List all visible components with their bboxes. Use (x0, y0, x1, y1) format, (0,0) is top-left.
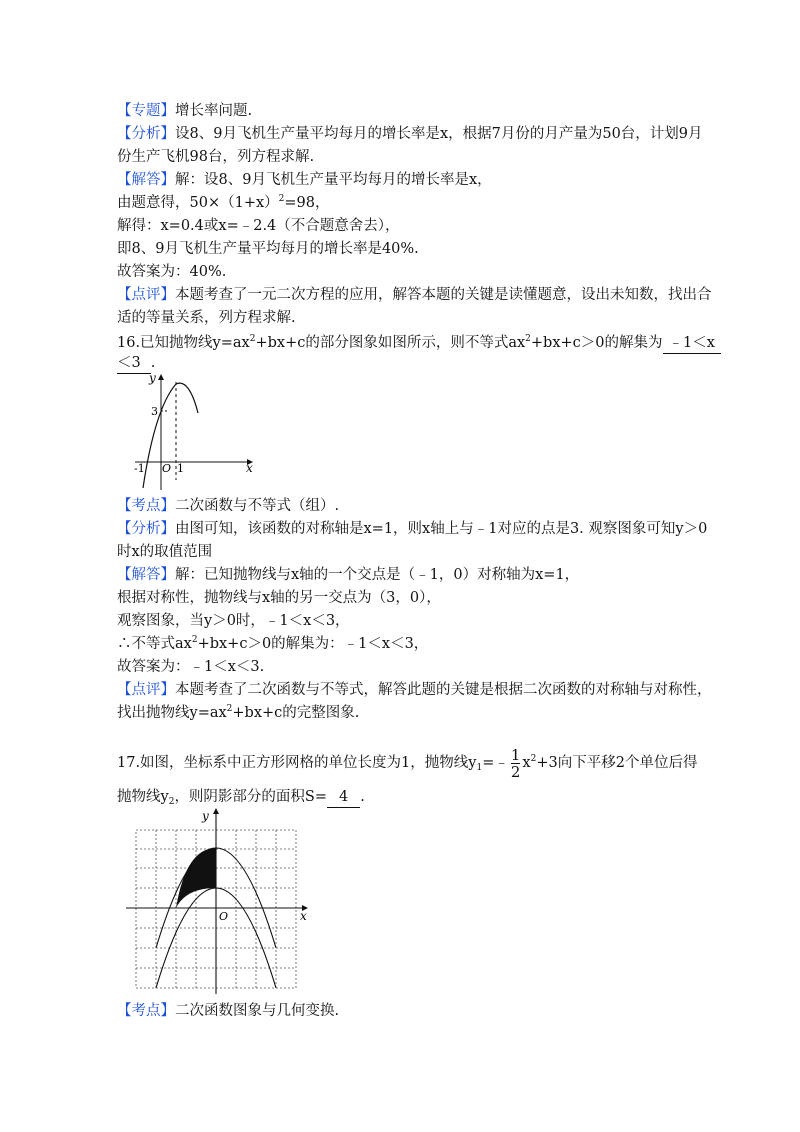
q15-answer-line-4: 即8、9月飞机生产量平均每月的增长率是40%. (117, 241, 419, 257)
exponent: 2 (191, 635, 198, 645)
y-axis-label: y (202, 809, 209, 823)
comment-tag: 【点评】 (117, 682, 175, 698)
q16-answer-line-4 (117, 634, 428, 654)
exponent: 2 (278, 194, 285, 204)
q15-answer-line-1 (117, 170, 492, 190)
q16-comment-text: 找出抛物线y=ax (117, 705, 227, 721)
q16-question-text: 16.已知抛物线y=ax (117, 335, 250, 351)
q16-answer-text: ∴不等式ax (117, 636, 192, 652)
equation-part: =98， (284, 195, 330, 211)
q16-analysis-line-2: 时x的取值范围 (117, 544, 213, 560)
q16-analysis-line-1 (117, 519, 707, 539)
answer-tag: 【解答】 (117, 567, 175, 583)
q16-point-text: 二次函数与不等式（组）. (175, 498, 340, 514)
exponent: 2 (525, 334, 531, 344)
x-axis-label: x (300, 909, 307, 923)
q17-question-text: +3向下平移2个单位后得 (536, 755, 698, 771)
fraction-denominator: 2 (510, 762, 521, 781)
q17-grid-graph (118, 808, 318, 996)
q16-question-line-1 (117, 333, 721, 354)
subscript: 1 (476, 763, 483, 773)
equation-part: 由题意得，50×（1+x） (117, 195, 279, 211)
point-tag: 【考点】 (117, 1003, 175, 1019)
fraction-one-half (511, 747, 521, 780)
q15-answer-text: 解：设8、9月飞机生产量平均每月的增长率是x， (175, 172, 492, 188)
q17-question-text: ，则阴影部分的面积S= (174, 789, 328, 805)
q16-comment-text: 本题考查了二次函数与不等式，解答此题的关键是根据二次函数的对称轴与对称性， (175, 682, 712, 698)
exponent: 2 (226, 704, 233, 714)
q15-analysis-line-2: 份生产飞机98台，列方程求解. (117, 149, 315, 165)
q15-comment-line-2: 适的等量关系，列方程求解. (117, 310, 296, 326)
q16-question-text: +bx+c＞0的解集为 (530, 335, 663, 351)
q16-answer-blank-2: ＜3 (117, 353, 151, 374)
q16-analysis-text: 由图可知，该函数的对称轴是x=1，则x轴上与﹣1对应的点是3. 观察图象可知y＞0 (175, 521, 708, 537)
q17-question-line-1 (117, 743, 697, 783)
q17-question-text: 17.如图，坐标系中正方形网格的单位长度为1，抛物线y (117, 755, 477, 771)
q16-answer-line-5: 故答案为：﹣1＜x＜3. (117, 659, 265, 675)
q15-topic-line (117, 101, 252, 121)
analysis-tag: 【分析】 (117, 126, 175, 142)
q16-comment-line-2 (117, 703, 359, 723)
period: . (360, 789, 365, 805)
subscript: 2 (168, 797, 175, 807)
q16-comment-text: +bx+c的完整图象. (232, 705, 360, 721)
q16-parabola-graph (125, 368, 265, 496)
q16-answer-blank-1: ﹣1＜x (663, 333, 721, 354)
origin-label: O (219, 910, 229, 923)
answer-tag: 【解答】 (117, 172, 175, 188)
q16-comment-line-1 (117, 680, 712, 700)
x-axis-label: x (246, 461, 253, 475)
q17-question-text: 抛物线y (117, 789, 169, 805)
analysis-tag: 【分析】 (117, 521, 175, 537)
y-axis-arrow (213, 808, 219, 814)
q16-answer-line-1 (117, 565, 579, 585)
fraction-numerator: 1 (510, 745, 521, 764)
exponent: 2 (249, 334, 256, 344)
origin-label: O (162, 462, 172, 475)
topic-tag: 【专题】 (117, 103, 175, 119)
q15-answer-line-2 (117, 193, 330, 213)
q16-question-text: +bx+c的部分图象如图所示，则不等式ax (255, 335, 526, 351)
q16-point-line (117, 496, 339, 516)
q16-answer-text: +bx+c＞0的解集为：﹣1＜x＜3， (197, 636, 429, 652)
comment-tag: 【点评】 (117, 287, 175, 303)
q15-answer-line-3: 解得：x=0.4或x=﹣2.4（不合题意舍去）， (117, 218, 400, 234)
q17-question-text: =﹣ (482, 755, 509, 771)
q15-analysis-line-1 (117, 124, 703, 144)
q16-answer-line-2: 根据对称性，抛物线与x轴的另一交点为（3，0）， (117, 590, 441, 606)
q17-answer-blank: 4 (327, 787, 360, 808)
q17-question-line-2 (117, 787, 365, 808)
q17-point-line (117, 1001, 339, 1021)
q15-comment-text: 本题考查了一元二次方程的应用，解答本题的关键是读懂题意，设出未知数，找出合 (175, 287, 712, 303)
tick-label-3: 3 (151, 405, 158, 418)
point-tag: 【考点】 (117, 498, 175, 514)
tick-label-neg1: -1 (134, 462, 145, 475)
q15-analysis-text: 设8、9月飞机生产量平均每月的增长率是x，根据7月份的月产量为50台，计划9月 (175, 126, 703, 142)
q15-topic: 增长率问题. (175, 103, 253, 119)
variable-x: x (522, 755, 531, 771)
q15-answer-line-5: 故答案为：40%. (117, 264, 227, 280)
exponent: 2 (530, 754, 537, 764)
tick-label-1: 1 (177, 462, 184, 475)
y-axis-label: y (149, 371, 156, 385)
q16-answer-text: 解：已知抛物线与x轴的一个交点是（﹣1，0）对称轴为x=1， (175, 567, 580, 583)
y-axis-arrow (158, 374, 164, 380)
q16-answer-line-3: 观察图象，当y＞0时，﹣1＜x＜3， (117, 613, 350, 629)
q17-point-text: 二次函数图象与几何变换. (175, 1003, 340, 1019)
q15-comment-line-1 (117, 285, 712, 305)
period: . (150, 355, 156, 371)
